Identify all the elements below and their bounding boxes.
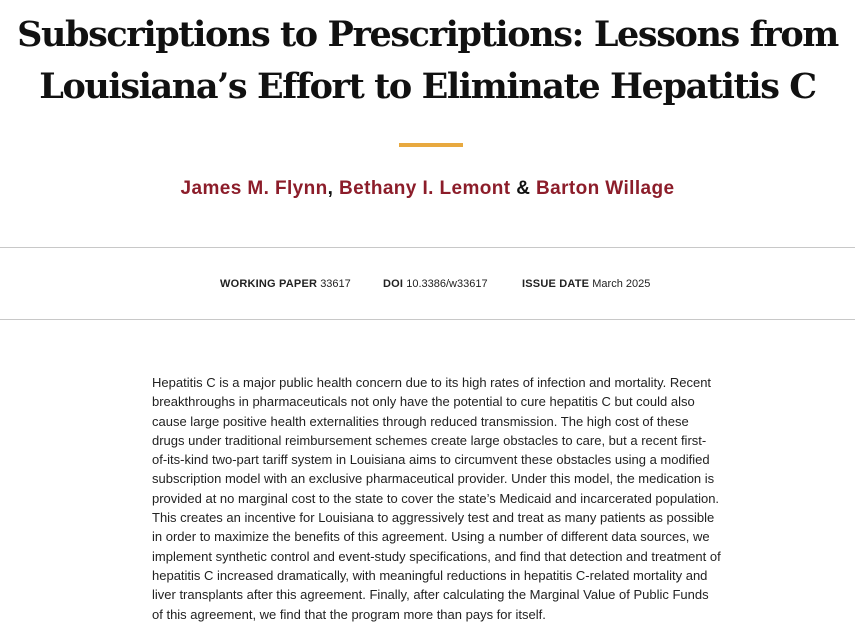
abstract-line: breakthroughs in pharmaceuticals not only have the potential to cure hepatitis C but could also xyxy=(152,394,695,410)
abstract-line: hepatitis C increased dramatically, with meaningful reductions in hepatitis C-related mortality and xyxy=(152,567,708,583)
working-paper-value: 33617 xyxy=(320,278,351,290)
abstract-text xyxy=(152,373,721,624)
abstract-line: implement synthetic control and event-study specifications, and find that detection and treatment of xyxy=(152,548,721,564)
working-paper-number xyxy=(220,278,351,290)
abstract-line: of this agreement, we find that the program more than pays for itself. xyxy=(152,606,546,622)
issue-date xyxy=(522,278,650,290)
issue-date-value: March 2025 xyxy=(592,278,651,290)
issue-date-label: ISSUE DATE xyxy=(522,278,590,290)
title-line-1: Subscriptions to Prescriptions: Lessons from xyxy=(17,14,838,55)
abstract-line: drugs under traditional reimbursement schemes create large obstacles to care, but a recent first- xyxy=(152,432,707,448)
abstract-line: Hepatitis C is a major public health concern due to its high rates of infection and mortality. Recent xyxy=(152,375,712,390)
meta-top-divider xyxy=(0,247,855,248)
abstract-line: provided at no marginal cost to the state to cover the state’s Medicaid and incarcerated population. xyxy=(152,490,720,506)
abstract-line: This creates an incentive for Louisiana to aggressively test and treat as many patients as possible xyxy=(152,510,715,526)
working-paper-label: WORKING PAPER xyxy=(220,278,318,290)
abstract-line: in order to maximize the benefits of this agreement. Using a number of different data sources, we xyxy=(152,529,710,545)
abstract-line: liver transplants after this agreement. Finally, after calculating the Marginal Value of Public Funds xyxy=(152,587,709,603)
abstract-line: of-its-kind two-part tariff system in Louisiana aims to circumvent these obstacles using a modified xyxy=(152,452,710,468)
abstract-line: cause large positive health externalities through reduced transmission. The high cost of these xyxy=(152,413,689,429)
abstract-line: subscription model with an exclusive pharmaceutical provider. Under this model, the medication is xyxy=(152,471,715,487)
author-separator-ampersand: & xyxy=(516,178,531,199)
author-link-lemont[interactable]: Bethany I. Lemont xyxy=(339,178,511,199)
title-accent-divider xyxy=(399,143,463,147)
page-title xyxy=(0,9,855,113)
doi xyxy=(383,278,488,290)
doi-label: DOI xyxy=(383,278,404,290)
doi-value[interactable]: 10.3386/w33617 xyxy=(406,278,488,290)
author-separator-comma: , xyxy=(327,178,334,199)
title-line-2: Louisiana’s Effort to Eliminate Hepatitis C xyxy=(39,66,816,107)
meta-bottom-divider xyxy=(0,319,855,320)
author-link-flynn[interactable]: James M. Flynn xyxy=(180,178,328,199)
author-link-willage[interactable]: Barton Willage xyxy=(536,178,675,199)
author-list xyxy=(0,178,855,200)
